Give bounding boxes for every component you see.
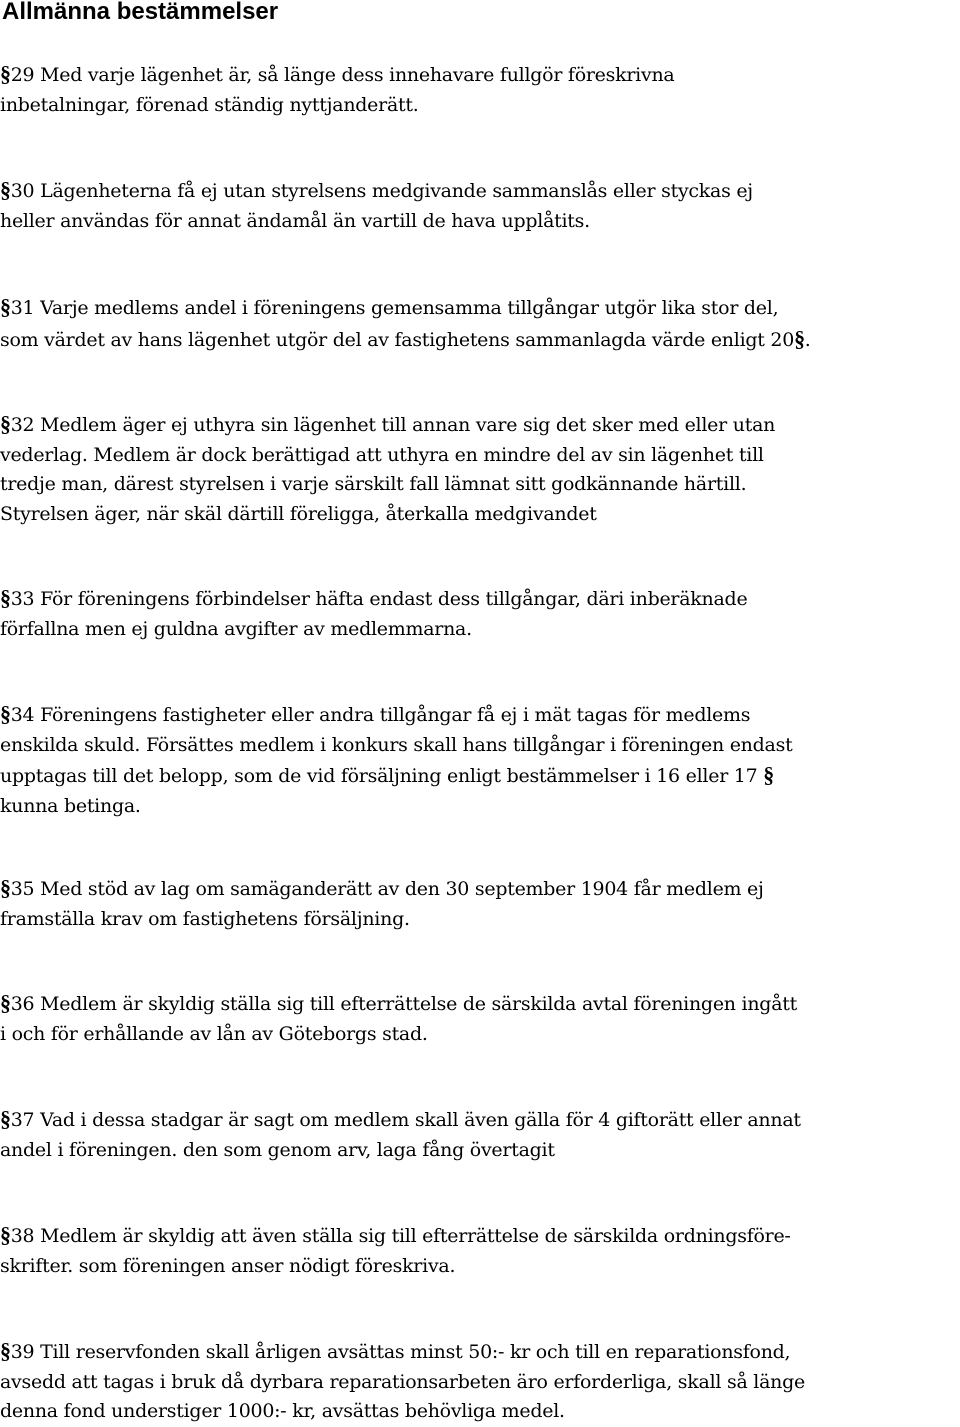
paragraph-line: upptagas till det belopp, som de vid försäljning enligt bestämmelser i 16 eller 17 § [0,762,774,787]
paragraph-32 [0,409,958,529]
paragraph-line: §31 Varje medlems andel i föreningens gemensamma tillgångar utgör lika stor del, [0,294,779,319]
section-sign: § [0,875,11,900]
paragraph-line: tredje man, därest styrelsen i varje särskilt fall lämnat sitt godkännande härtill. [0,473,747,495]
paragraph-36 [0,988,958,1049]
paragraph-line: heller användas för annat ändamål än vartill de hava upplåtits. [0,209,590,232]
paragraph-line: §39 Till reservfonden skall årligen avsättas minst 50:- kr och till en reparationsfond, [0,1338,791,1363]
paragraph-34 [0,699,958,821]
paragraph-line: §37 Vad i dessa stadgar är sagt om medlem skall även gälla för 4 giftorätt eller annat [0,1106,801,1131]
paragraph-31 [0,292,958,355]
paragraph-line: §36 Medlem är skyldig ställa sig till efterrättelse de särskilda avtal föreningen ingått [0,990,797,1015]
paragraph-line: Styrelsen äger, när skäl därtill föreligga, återkalla medgivandet [0,502,597,525]
paragraph-line: §30 Lägenheterna få ej utan styrelsens medgivande sammanslås eller styckas ej [0,177,753,202]
paragraph-line: enskilda skuld. Försättes medlem i konkurs skall hans tillgångar i föreningen endast [0,733,793,756]
paragraph-line: §29 Med varje lägenhet är, så länge dess innehavare fullgör föreskrivna [0,61,675,86]
paragraph-line: §34 Föreningens fastigheter eller andra tillgångar få ej i mät tagas för medlems [0,701,751,726]
paragraph-line: framställa krav om fastighetens försäljning. [0,907,410,930]
paragraph-line: vederlag. Medlem är dock berättigad att uthyra en mindre del av sin lägenhet till [0,443,764,466]
paragraph-line: skrifter. som föreningen anser nödigt föreskriva. [0,1254,456,1277]
paragraph-line: andel i föreningen. den som genom arv, laga fång övertagit [0,1138,555,1161]
paragraph-line: §38 Medlem är skyldig att även ställa sig till efterrättelse de särskilda ordningsföre- [0,1222,791,1247]
paragraph-38 [0,1220,958,1281]
paragraph-39 [0,1336,958,1427]
paragraph-37 [0,1104,958,1165]
paragraph-line: kunna betinga. [0,794,141,817]
paragraph-line: denna fond understiger 1000:- kr, avsättas behövliga medel. [0,1400,565,1422]
section-sign: § [0,177,11,202]
section-sign: § [763,762,774,787]
section-sign: § [0,1338,11,1363]
paragraph-line: i och för erhållande av lån av Göteborgs stad. [0,1022,428,1045]
paragraph-35 [0,873,958,934]
section-sign: § [0,411,11,436]
paragraph-line: förfallna men ej guldna avgifter av medlemmarna. [0,617,472,640]
paragraph-line: inbetalningar, förenad ständig nyttjanderätt. [0,93,419,116]
paragraph-line: §32 Medlem äger ej uthyra sin lägenhet till annan vare sig det sker med eller utan [0,411,776,436]
section-sign: § [794,325,805,351]
section-sign: § [0,1106,11,1131]
section-sign: § [0,61,11,86]
section-sign: § [0,990,11,1015]
paragraph-30 [0,175,958,236]
paragraph-33 [0,583,958,644]
paragraph-line: avsedd att tagas i bruk då dyrbara reparationsarbeten äro erforderliga, skall så länge [0,1370,805,1393]
paragraph-line: §35 Med stöd av lag om samäganderätt av den 30 september 1904 får medlem ej [0,875,764,900]
paragraph-line: som värdet av hans lägenhet utgör del av fastighetens sammanlagda värde enligt 20§. [0,325,811,351]
section-sign: § [0,294,11,319]
section-sign: § [0,701,11,726]
paragraph-29 [0,59,958,120]
section-sign: § [0,1222,11,1247]
paragraph-line: §33 För föreningens förbindelser häfta endast dess tillgångar, däri inberäknade [0,585,748,610]
section-sign: § [0,585,11,610]
page-heading: Allmänna bestämmelser [2,0,279,25]
